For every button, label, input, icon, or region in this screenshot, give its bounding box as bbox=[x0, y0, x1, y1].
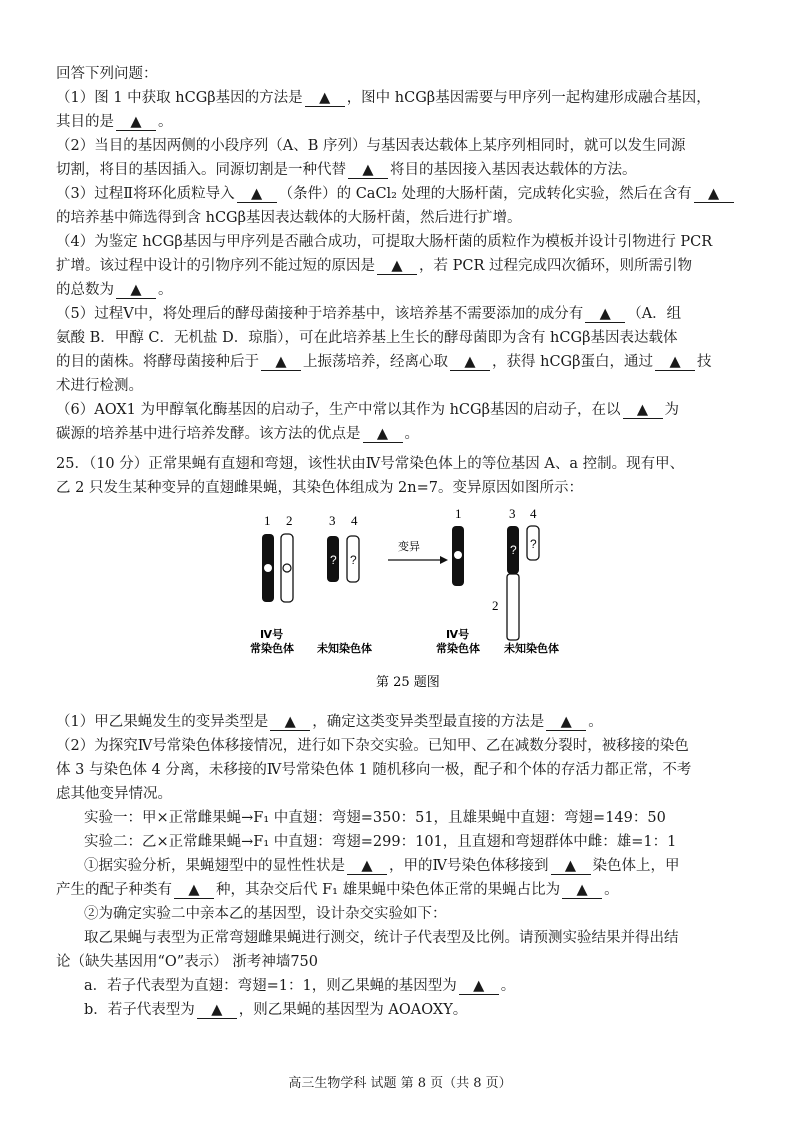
text-run: （6）AOX1 为甲醇氧化酶基因的启动子，生产中常以其作为 hCGβ基因的启动子，在以 bbox=[56, 402, 621, 418]
question-line bbox=[56, 830, 764, 854]
question-24-block bbox=[56, 62, 764, 446]
text-run: 的总数为 bbox=[56, 282, 114, 298]
group-iv-label-2: 常染色体 bbox=[250, 642, 294, 655]
figure-caption: 第 25 题图 bbox=[376, 675, 440, 690]
chrom-2-label: 2 bbox=[286, 513, 293, 528]
question-line bbox=[56, 950, 764, 974]
answer-blank[interactable]: ▲ bbox=[261, 354, 301, 371]
text-run: 的目的菌株。将酵母菌接种后于 bbox=[56, 354, 259, 370]
question-line bbox=[56, 998, 764, 1022]
answer-blank[interactable]: ▲ bbox=[363, 426, 403, 443]
text-run: ，图中 hCGβ基因需要与甲序列一起构建形成融合基因， bbox=[346, 90, 711, 106]
chrom-3-label: 3 bbox=[329, 513, 336, 528]
answer-blank[interactable]: ▲ bbox=[270, 714, 310, 731]
after-chrom-4-label: 4 bbox=[530, 506, 537, 521]
text-run: 切割，将目的基因插入。同源切割是一种代替 bbox=[56, 162, 346, 178]
answer-blank[interactable]: ▲ bbox=[116, 114, 156, 131]
question-line bbox=[56, 926, 764, 950]
after-chrom-3-question: ? bbox=[510, 543, 517, 557]
question-line bbox=[56, 422, 764, 446]
after-chrom-1-label: 1 bbox=[455, 506, 462, 521]
question-line bbox=[56, 254, 764, 278]
text-run: （条件）的 CaCl₂ 处理的大肠杆菌，完成转化实验，然后在含有 bbox=[278, 186, 692, 202]
text-run: 为 bbox=[664, 402, 679, 418]
answer-blank[interactable]: ▲ bbox=[546, 714, 586, 731]
text-run: 。 bbox=[158, 282, 173, 298]
question-line bbox=[56, 62, 764, 86]
text-run: 。 bbox=[500, 978, 516, 994]
chrom-1-label: 1 bbox=[264, 513, 271, 528]
group-iv2-label-1: Ⅳ号 bbox=[446, 628, 470, 641]
text-run: 。 bbox=[158, 114, 173, 130]
question-line bbox=[56, 134, 764, 158]
question-line bbox=[56, 182, 764, 206]
centromere-1 bbox=[264, 564, 272, 572]
question-25-body bbox=[56, 710, 764, 1022]
question-line bbox=[56, 878, 764, 902]
question-line bbox=[56, 710, 764, 734]
text-run: （1）图 1 中获取 hCGβ基因的方法是 bbox=[56, 90, 303, 106]
question-line bbox=[56, 86, 764, 110]
answer-blank[interactable]: ▲ bbox=[237, 186, 277, 203]
text-run: 的培养基中筛选得到含 hCGβ基因表达载体的大肠杆菌，然后进行扩增。 bbox=[56, 210, 522, 226]
text-run: 实验二：乙×正常雌果蝇→F₁ 中直翅：弯翅=299：101，且直翅和弯翅群体中雌：雄=1：1 bbox=[84, 834, 677, 850]
chrom-4-question: ? bbox=[350, 553, 357, 567]
question-line bbox=[56, 110, 764, 134]
question-line bbox=[56, 476, 764, 500]
question-line bbox=[56, 902, 764, 926]
chromosome-figure bbox=[0, 498, 800, 708]
answer-blank[interactable]: ▲ bbox=[305, 90, 345, 107]
variation-arrow-head bbox=[440, 556, 448, 564]
text-run: 。 bbox=[404, 426, 419, 442]
text-run: 回答下列问题： bbox=[56, 66, 158, 82]
text-run: 虑其他变异情况。 bbox=[56, 786, 172, 802]
question-line bbox=[56, 854, 764, 878]
after-chrom-2-label: 2 bbox=[492, 598, 499, 613]
question-line bbox=[56, 782, 764, 806]
text-run: 实验一：甲×正常雌果蝇→F₁ 中直翅：弯翅=350：51，且雄果蝇中直翅：弯翅=149：50 bbox=[84, 810, 666, 826]
text-run: a．若子代表型为直翅：弯翅=1：1，则乙果蝇的基因型为 bbox=[84, 978, 457, 994]
text-run: 体 3 与染色体 4 分离，未移接的Ⅳ号常染色体 1 随机移向一极，配子和个体的存活力都正常，不考 bbox=[56, 762, 692, 778]
chrom-4-label: 4 bbox=[351, 513, 358, 528]
answer-blank[interactable]: ▲ bbox=[348, 162, 388, 179]
answer-blank[interactable]: ▲ bbox=[459, 978, 499, 995]
text-run: ②为确定实验二中亲本乙的基因型，设计杂交实验如下： bbox=[84, 906, 447, 922]
text-run: （A．组 bbox=[627, 306, 682, 322]
answer-blank[interactable]: ▲ bbox=[450, 354, 490, 371]
text-run: 取乙果蝇与表型为正常弯翅雌果蝇进行测交，统计子代表型及比例。请预测实验结果并得出结 bbox=[84, 930, 679, 946]
question-line bbox=[56, 206, 764, 230]
text-run: 25．（10 分）正常果蝇有直翅和弯翅，该性状由Ⅳ号常染色体上的等位基因 A、a 控制。现有甲、 bbox=[56, 456, 685, 472]
text-run: 碳源的培养基中进行培养发酵。该方法的优点是 bbox=[56, 426, 361, 442]
text-run: ，则乙果蝇的基因型为 AOAOXY。 bbox=[238, 1002, 468, 1018]
answer-blank[interactable]: ▲ bbox=[623, 402, 663, 419]
text-run: 种，其杂交后代 F₁ 雄果蝇中染色体正常的果蝇占比为 bbox=[216, 882, 561, 898]
group-iv-label-1: Ⅳ号 bbox=[260, 628, 284, 641]
text-run: ①据实验分析，果蝇翅型中的显性性状是 bbox=[84, 858, 345, 874]
text-run: 。 bbox=[604, 882, 619, 898]
after-chrom-4-question: ? bbox=[530, 537, 537, 551]
answer-blank[interactable]: ▲ bbox=[585, 306, 625, 323]
after-centromere-1 bbox=[454, 551, 462, 559]
text-run: （1）甲乙果蝇发生的变异类型是 bbox=[56, 714, 269, 730]
group-unknown2-label: 未知染色体 bbox=[504, 642, 559, 655]
answer-blank[interactable]: ▲ bbox=[655, 354, 695, 371]
question-25-intro bbox=[56, 452, 764, 500]
text-run: b．若子代表型为 bbox=[84, 1002, 195, 1018]
answer-blank[interactable]: ▲ bbox=[694, 186, 734, 203]
question-line bbox=[56, 758, 764, 782]
text-run: 上振荡培养，经离心取 bbox=[303, 354, 448, 370]
question-line bbox=[56, 374, 764, 398]
text-run: 技 bbox=[697, 354, 712, 370]
text-run: 染色体上，甲 bbox=[592, 858, 680, 874]
answer-blank[interactable]: ▲ bbox=[551, 858, 591, 875]
answer-blank[interactable]: ▲ bbox=[197, 1002, 237, 1019]
group-iv2-label-2: 常染色体 bbox=[436, 642, 480, 655]
question-line bbox=[56, 452, 764, 476]
chrom-3-question: ? bbox=[330, 553, 337, 567]
text-run: （2）为探究Ⅳ号常染色体移接情况，进行如下杂交实验。已知甲、乙在减数分裂时，被移接的染色 bbox=[56, 738, 689, 754]
answer-blank[interactable]: ▲ bbox=[174, 882, 214, 899]
variation-label: 变异 bbox=[398, 540, 420, 553]
group-unknown-label: 未知染色体 bbox=[317, 642, 372, 655]
text-run: 扩增。该过程中设计的引物序列不能过短的原因是 bbox=[56, 258, 375, 274]
attached-chromosome-2 bbox=[507, 574, 519, 640]
text-run: 氨酸 B．甲醇 C．无机盐 D．琼脂），可在此培养基上生长的酵母菌即为含有 hCGβ基因表达载体 bbox=[56, 330, 678, 346]
text-run: ，甲的Ⅳ号染色体移接到 bbox=[389, 858, 549, 874]
page-footer: 高三生物学科 试题 第 8 页（共 8 页） bbox=[288, 1076, 512, 1091]
chromosome-diagram bbox=[0, 498, 800, 708]
after-chrom-3-label: 3 bbox=[509, 506, 516, 521]
question-line bbox=[56, 806, 764, 830]
question-line bbox=[56, 230, 764, 254]
question-line bbox=[56, 326, 764, 350]
answer-blank[interactable]: ▲ bbox=[377, 258, 417, 275]
question-line bbox=[56, 734, 764, 758]
text-run: （2）当目的基因两侧的小段序列（A、B 序列）与基因表达载体上某序列相同时，就可以发生同源 bbox=[56, 138, 686, 154]
text-run: 其目的是 bbox=[56, 114, 114, 130]
text-run: （5）过程Ⅴ中，将处理后的酵母菌接种于培养基中，该培养基不需要添加的成分有 bbox=[56, 306, 584, 322]
question-line bbox=[56, 398, 764, 422]
question-line bbox=[56, 350, 764, 374]
text-run: ，确定这类变异类型最直接的方法是 bbox=[312, 714, 545, 730]
question-line bbox=[56, 158, 764, 182]
text-run: ，若 PCR 过程完成四次循环，则所需引物 bbox=[419, 258, 692, 274]
text-run: （3）过程Ⅱ将环化质粒导入 bbox=[56, 186, 235, 202]
text-run: 术进行检测。 bbox=[56, 378, 143, 394]
question-line bbox=[56, 974, 764, 998]
question-line bbox=[56, 278, 764, 302]
centromere-2 bbox=[283, 564, 291, 572]
text-run: 乙 2 只发生某种变异的直翅雌果蝇，其染色体组成为 2n=7。变异原因如图所示： bbox=[56, 480, 583, 496]
text-run: ，获得 hCGβ蛋白，通过 bbox=[492, 354, 654, 370]
text-run: 。 bbox=[588, 714, 603, 730]
text-run: 将目的基因接入基因表达载体的方法。 bbox=[390, 162, 637, 178]
text-run: 产生的配子种类有 bbox=[56, 882, 172, 898]
text-run: （4）为鉴定 hCGβ基因与甲序列是否融合成功，可提取大肠杆菌的质粒作为模板并设计引物进行 PCR bbox=[56, 234, 713, 250]
answer-blank[interactable]: ▲ bbox=[116, 282, 156, 299]
text-run: 论（缺失基因用“O”表示） 浙考神墙750 bbox=[56, 954, 318, 970]
answer-blank[interactable]: ▲ bbox=[562, 882, 602, 899]
answer-blank[interactable]: ▲ bbox=[347, 858, 387, 875]
question-line bbox=[56, 302, 764, 326]
